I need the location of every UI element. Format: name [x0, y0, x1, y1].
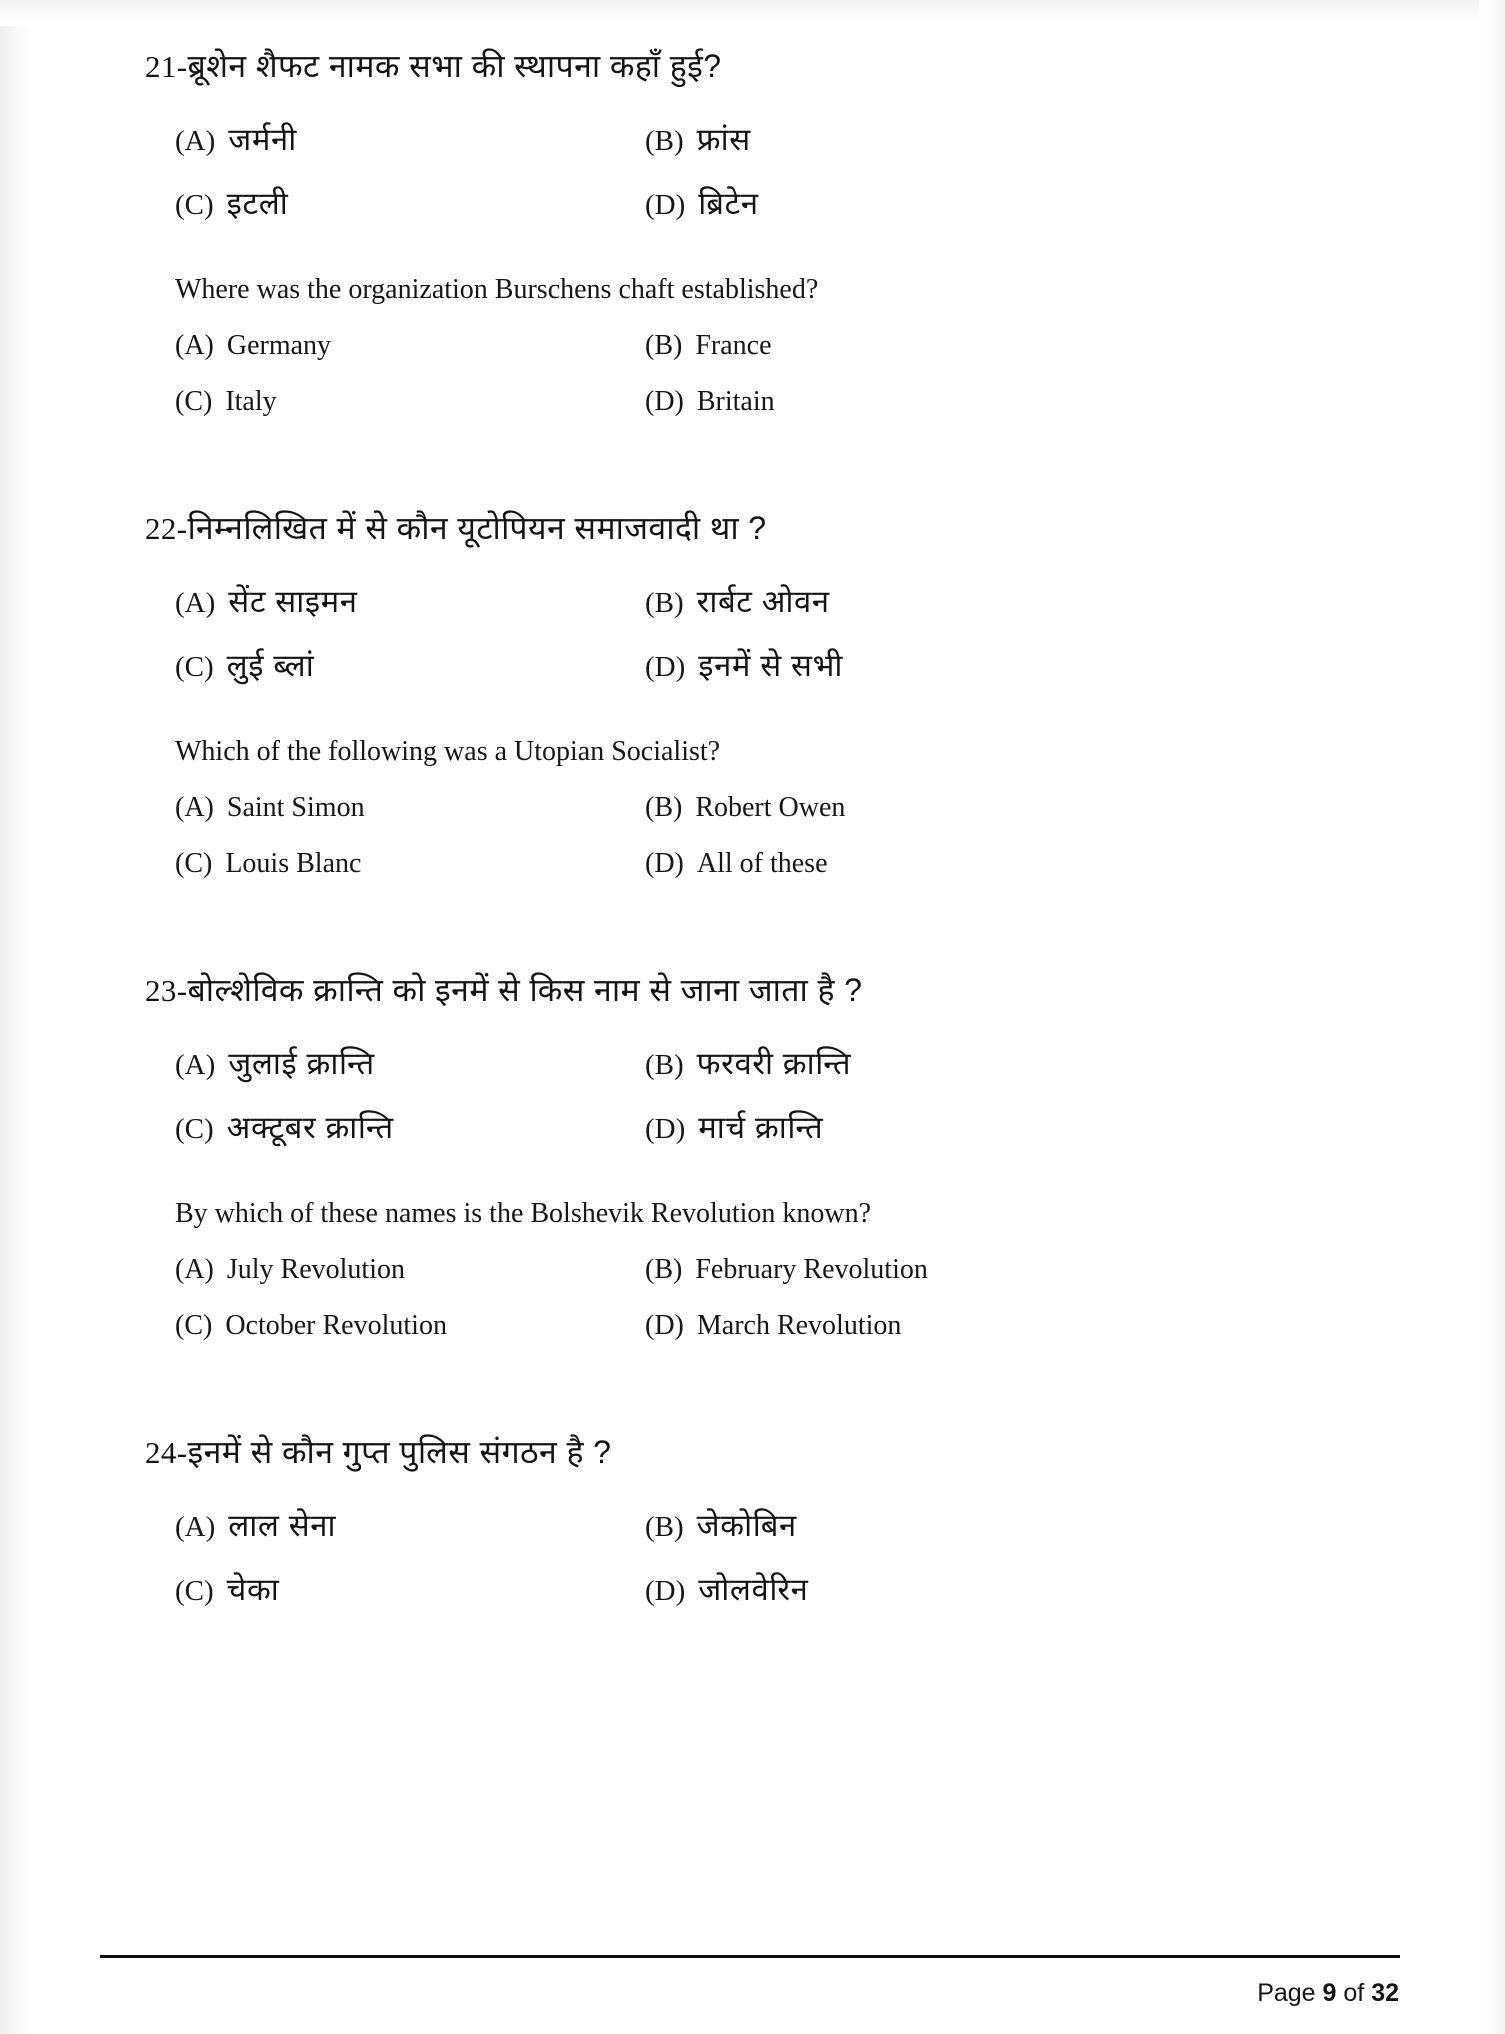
- footer-total-pages: 32: [1371, 1979, 1399, 2007]
- question-stem-hindi-text: इनमें से कौन गुप्त पुलिस संगठन है ?: [187, 1433, 612, 1470]
- option-hindi-a[interactable]: [175, 580, 645, 644]
- option-key: (D): [645, 385, 684, 417]
- option-label: Louis Blanc: [225, 847, 362, 879]
- options-hindi: [175, 1504, 1360, 1632]
- option-english-a[interactable]: [175, 792, 645, 848]
- question-stem-english: Where was the organization Burschens chaft established?: [175, 273, 819, 305]
- option-label: July Revolution: [226, 1253, 405, 1285]
- option-key: (C): [175, 385, 213, 417]
- option-key: (B): [645, 124, 684, 157]
- question-number: 24-: [145, 1434, 188, 1470]
- option-hindi-a[interactable]: [175, 118, 645, 182]
- option-hindi-c[interactable]: [175, 644, 645, 708]
- question-stem-english: By which of these names is the Bolshevik Revolution known?: [175, 1197, 872, 1229]
- option-key: (B): [645, 1253, 683, 1285]
- question-stem-hindi: [145, 970, 1360, 1012]
- option-key: (A): [175, 1510, 216, 1543]
- option-english-d[interactable]: [645, 848, 1360, 904]
- option-label: France: [695, 329, 772, 361]
- option-hindi-c[interactable]: [175, 1568, 645, 1632]
- option-label: Saint Simon: [226, 791, 365, 823]
- option-english-d[interactable]: [645, 386, 1360, 442]
- option-hindi-a[interactable]: [175, 1504, 645, 1568]
- options-english: [175, 792, 1360, 904]
- option-label: लाल सेना: [228, 1507, 337, 1543]
- page-number-footer: [1257, 1979, 1399, 2008]
- option-english-c[interactable]: [175, 386, 645, 442]
- option-label: मार्च क्रान्ति: [698, 1109, 824, 1145]
- option-key: (A): [175, 329, 214, 361]
- footer-divider: [100, 1955, 1400, 1958]
- option-label: अक्टूबर क्रान्ति: [226, 1109, 394, 1145]
- option-english-b[interactable]: [645, 792, 1360, 848]
- option-key: (B): [645, 329, 683, 361]
- option-hindi-a[interactable]: [175, 1042, 645, 1106]
- option-key: (C): [175, 650, 214, 683]
- option-label: Robert Owen: [695, 791, 846, 823]
- option-hindi-b[interactable]: [645, 580, 1360, 644]
- option-key: (C): [175, 847, 213, 879]
- option-key: (C): [175, 1309, 213, 1341]
- option-label: रार्बट ओवन: [696, 583, 830, 619]
- option-label: ब्रिटेन: [698, 185, 759, 221]
- option-key: (A): [175, 1048, 216, 1081]
- option-key: (D): [645, 1112, 686, 1145]
- option-label: जेकोबिन: [696, 1507, 797, 1543]
- option-label: इनमें से सभी: [698, 647, 843, 683]
- question-stem-english: Which of the following was a Utopian Socialist?: [175, 735, 721, 767]
- question-number: 23-: [145, 972, 188, 1008]
- question-stem-hindi-text: निम्नलिखित में से कौन यूटोपियन समाजवादी था ?: [187, 509, 767, 546]
- option-key: (D): [645, 650, 686, 683]
- option-label: October Revolution: [225, 1309, 447, 1341]
- option-key: (D): [645, 188, 686, 221]
- option-key: (D): [645, 847, 684, 879]
- option-label: Italy: [225, 385, 277, 417]
- option-key: (B): [645, 1510, 684, 1543]
- option-key: (D): [645, 1309, 684, 1341]
- option-key: (C): [175, 1574, 214, 1607]
- option-key: (B): [645, 586, 684, 619]
- question-block-22: [145, 508, 1360, 904]
- footer-current-page: 9: [1322, 1979, 1337, 2007]
- option-key: (D): [645, 1574, 686, 1607]
- option-label: February Revolution: [695, 1253, 928, 1285]
- question-number: 21-: [145, 49, 188, 84]
- question-stem-hindi: [145, 1432, 1360, 1474]
- option-hindi-b[interactable]: [645, 1504, 1360, 1568]
- option-hindi-d[interactable]: [645, 1106, 1360, 1170]
- option-key: (C): [175, 1112, 214, 1145]
- option-key: (A): [175, 124, 216, 157]
- option-key: (B): [645, 1048, 684, 1081]
- option-key: (A): [175, 791, 214, 823]
- option-english-c[interactable]: [175, 1310, 645, 1366]
- question-number: 22-: [145, 510, 188, 546]
- scan-edge-shadow-left: [0, 0, 34, 2034]
- option-label: जर्मनी: [228, 121, 297, 157]
- footer-middle: of: [1336, 1979, 1372, 2007]
- option-label: फरवरी क्रान्ति: [696, 1045, 852, 1081]
- option-key: (C): [175, 188, 214, 221]
- options-hindi: [175, 118, 1360, 246]
- option-key: (B): [645, 791, 683, 823]
- option-hindi-c[interactable]: [175, 1106, 645, 1170]
- option-hindi-b[interactable]: [645, 118, 1360, 182]
- options-english: [175, 1254, 1360, 1366]
- option-hindi-d[interactable]: [645, 1568, 1360, 1632]
- option-english-d[interactable]: [645, 1310, 1360, 1366]
- option-key: (A): [175, 1253, 214, 1285]
- option-label: फ्रांस: [696, 121, 751, 157]
- options-english: [175, 330, 1360, 442]
- option-label: इटली: [226, 185, 289, 221]
- question-block-23: [145, 970, 1360, 1366]
- options-hindi: [175, 1042, 1360, 1170]
- question-block-24: [145, 1432, 1360, 1632]
- question-list: [145, 46, 1360, 1632]
- option-hindi-b[interactable]: [645, 1042, 1360, 1106]
- option-english-a[interactable]: [175, 330, 645, 386]
- footer-prefix: Page: [1257, 1979, 1323, 2007]
- option-hindi-d[interactable]: [645, 644, 1360, 708]
- option-english-b[interactable]: [645, 330, 1360, 386]
- option-label: All of these: [696, 847, 828, 879]
- option-label: Germany: [226, 329, 332, 361]
- question-stem-hindi: [145, 46, 1360, 88]
- question-stem-hindi: [145, 508, 1360, 550]
- option-english-b[interactable]: [645, 1254, 1360, 1310]
- question-stem-hindi-text: बोल्शेविक क्रान्ति को इनमें से किस नाम से जाना जाता है ?: [187, 971, 863, 1008]
- option-key: (A): [175, 586, 216, 619]
- option-label: लुई ब्लां: [226, 647, 315, 683]
- options-hindi: [175, 580, 1360, 708]
- option-label: March Revolution: [696, 1309, 902, 1341]
- question-stem-hindi-text: ब्रूशेन शैफट नामक सभा की स्थापना कहाँ हुई?: [187, 48, 722, 84]
- option-label: Britain: [696, 385, 775, 417]
- option-label: जोलवेरिन: [698, 1571, 809, 1607]
- option-english-a[interactable]: [175, 1254, 645, 1310]
- option-label: चेका: [226, 1571, 280, 1607]
- option-hindi-c[interactable]: [175, 182, 645, 246]
- scan-edge-shadow-right: [1479, 0, 1505, 2034]
- option-label: सेंट साइमन: [228, 583, 358, 619]
- question-block-21: [145, 46, 1360, 442]
- option-label: जुलाई क्रान्ति: [228, 1045, 375, 1081]
- option-hindi-d[interactable]: [645, 182, 1360, 246]
- scan-edge-shadow-top: [0, 0, 1505, 26]
- option-english-c[interactable]: [175, 848, 645, 904]
